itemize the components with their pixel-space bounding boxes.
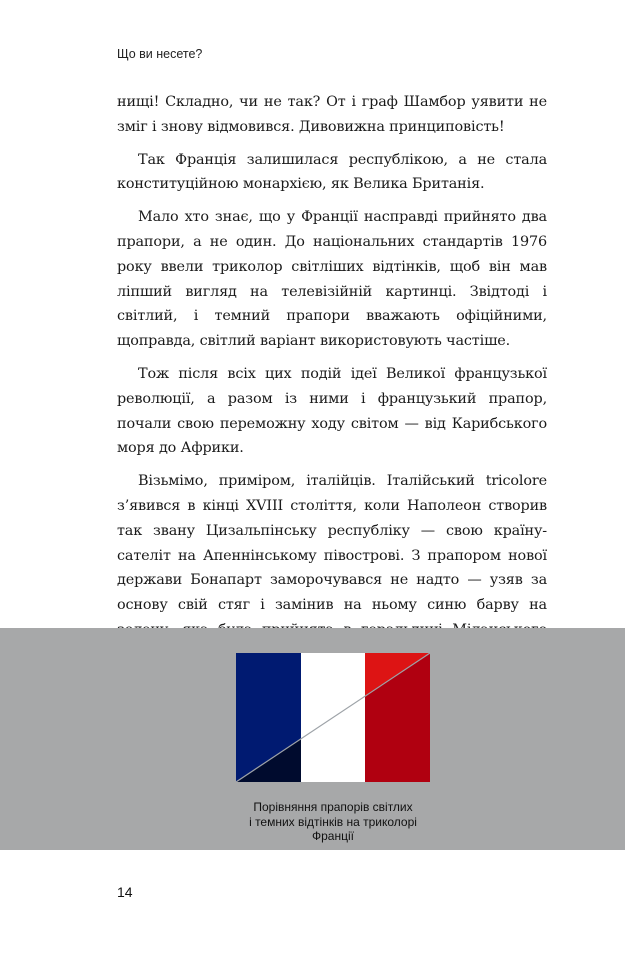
paragraph: Мало хто знає, що у Франції насправді прийнято два прапори, а не один. До національних стандартів 1976 року ввели триколор світліших відтінків, щоб він мав ліпший вигляд на телевізійній картинці. Звідтоді і світлий, і темний прапори вважають офіційними, щоправда, світлий варіант використовують частіше. <box>117 209 547 350</box>
figure-caption <box>212 800 454 844</box>
paragraph: Візьмімо, приміром, італійців. Італійський tricolore з’явився в кінці XVIII століття, коли Наполеон створив так звану Цизальпінську республіку — свою країну-сателіт на Апеннінському півострові. З прапором нової держави Бонапарт заморочувався не надто — узяв за основу свій стяг і замінив на ньому синю барву на <box>117 473 547 614</box>
caption-line: Франції <box>312 829 354 843</box>
french-flag-comparison-image <box>236 653 430 782</box>
paragraph: нищі! Складно, чи не так? От і граф Шамбор уявити не зміг і знову відмовився. Дивовижна принциповість! <box>117 94 547 135</box>
running-head: Що ви несете? <box>117 47 203 61</box>
caption-line: Порівняння прапорів світлих <box>253 800 413 814</box>
caption-line: і темних відтінків на триколорі <box>249 814 417 829</box>
paragraph: Тож після всіх цих подій ідеї Великої французької революції, а разом із ними і французький прапор, почали свою переможну ходу світом — від Карибського моря до Африки. <box>117 365 547 457</box>
page-number: 14 <box>117 884 133 900</box>
paragraph: Так Франція залишилася республікою, а не стала конституційною монархією, як Велика Британія. <box>117 151 547 193</box>
figure-panel <box>0 628 625 850</box>
